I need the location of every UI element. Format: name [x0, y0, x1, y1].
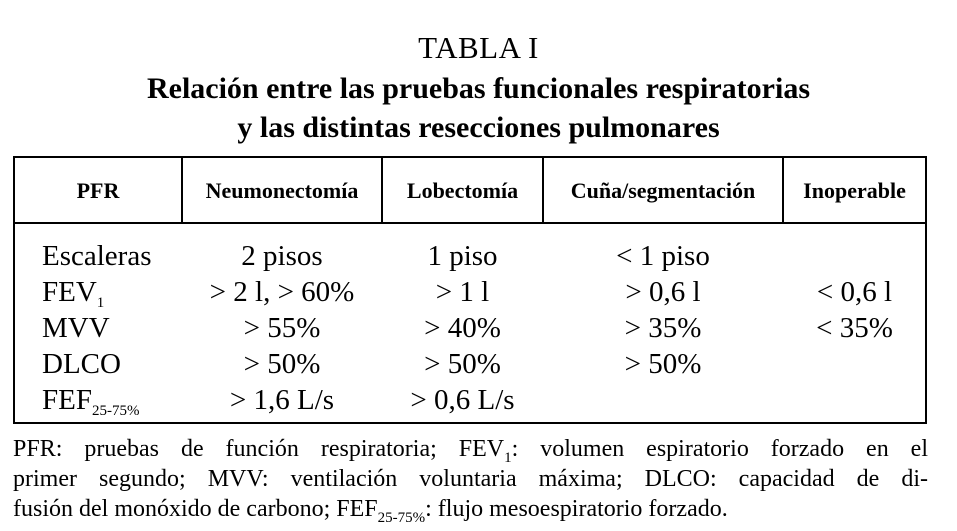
cell-lobectomia: > 0,6 L/s — [410, 384, 515, 416]
cell-cuna-segmentacion: < 1 piso — [616, 240, 710, 272]
table-row-fev1 — [15, 274, 925, 310]
cell-inoperable — [784, 346, 925, 382]
row-label: $FEV_1$ — [42, 276, 105, 311]
cell-neumonectomia: 2 pisos — [241, 240, 323, 272]
table-number: TABLA I — [418, 30, 539, 65]
table-title-line-2: y las distintas resecciones pulmonares — [237, 111, 720, 144]
cell-lobectomia: > 1 l — [435, 276, 490, 308]
table-title-line-1: Relación entre las pruebas funcionales respiratorias — [146, 72, 811, 105]
cell-inoperable — [784, 382, 925, 418]
table-row-fef — [15, 382, 925, 418]
cell-neumonectomia: > 55% — [243, 312, 321, 344]
header-inoperable: Inoperable — [803, 178, 906, 203]
pfr-table — [13, 156, 927, 424]
header-lobectomia: Lobectomía — [406, 178, 519, 203]
cell-neumonectomia: > 2 l, > 60% — [209, 276, 355, 308]
cell-neumonectomia: > 1,6 L/s — [229, 384, 335, 416]
cell-lobectomia: > 40% — [424, 312, 501, 344]
cell-cuna-segmentacion: > 35% — [624, 312, 702, 344]
cell-cuna-segmentacion: > 0,6 l — [625, 276, 701, 308]
header-cuna-segmentacion: Cuña/segmentación — [570, 178, 756, 203]
table-row-mvv — [15, 310, 925, 346]
cell-lobectomia: > 50% — [424, 348, 501, 380]
table-header-row — [15, 158, 925, 224]
cell-cuna-segmentacion — [544, 382, 782, 418]
cell-inoperable: < 0,6 l — [816, 276, 893, 308]
header-neumonectomia: Neumonectomía — [205, 178, 359, 203]
row-label: MVV — [42, 312, 110, 344]
row-label: DLCO — [42, 348, 121, 380]
cell-lobectomia: 1 piso — [427, 240, 498, 272]
table-row-escaleras — [15, 238, 925, 274]
footnote-line-2: primer segundo; MVV: ventilación voluntaria máxima; DLCO: capacidad de di- — [13, 466, 928, 492]
cell-cuna-segmentacion: > 50% — [624, 348, 702, 380]
header-pfr: PFR — [76, 178, 120, 203]
cell-neumonectomia: > 50% — [243, 348, 321, 380]
cell-inoperable — [784, 238, 925, 274]
cell-inoperable: < 35% — [816, 312, 893, 344]
table-footnote — [13, 434, 928, 524]
table-row-dlco — [15, 346, 925, 382]
row-label: Escaleras — [42, 240, 152, 272]
footnote-line-1: PFR: pruebas de función respiratoria; $FEV_1$: volumen espiratorio forzado en el — [13, 436, 928, 466]
row-label: $FEF_{25-75\%}$ — [42, 384, 140, 419]
footnote-line-3: fusión del monóxido de carbono; $FEF_{25-75\%}$: flujo mesoespiratorio forzado. — [13, 496, 728, 526]
